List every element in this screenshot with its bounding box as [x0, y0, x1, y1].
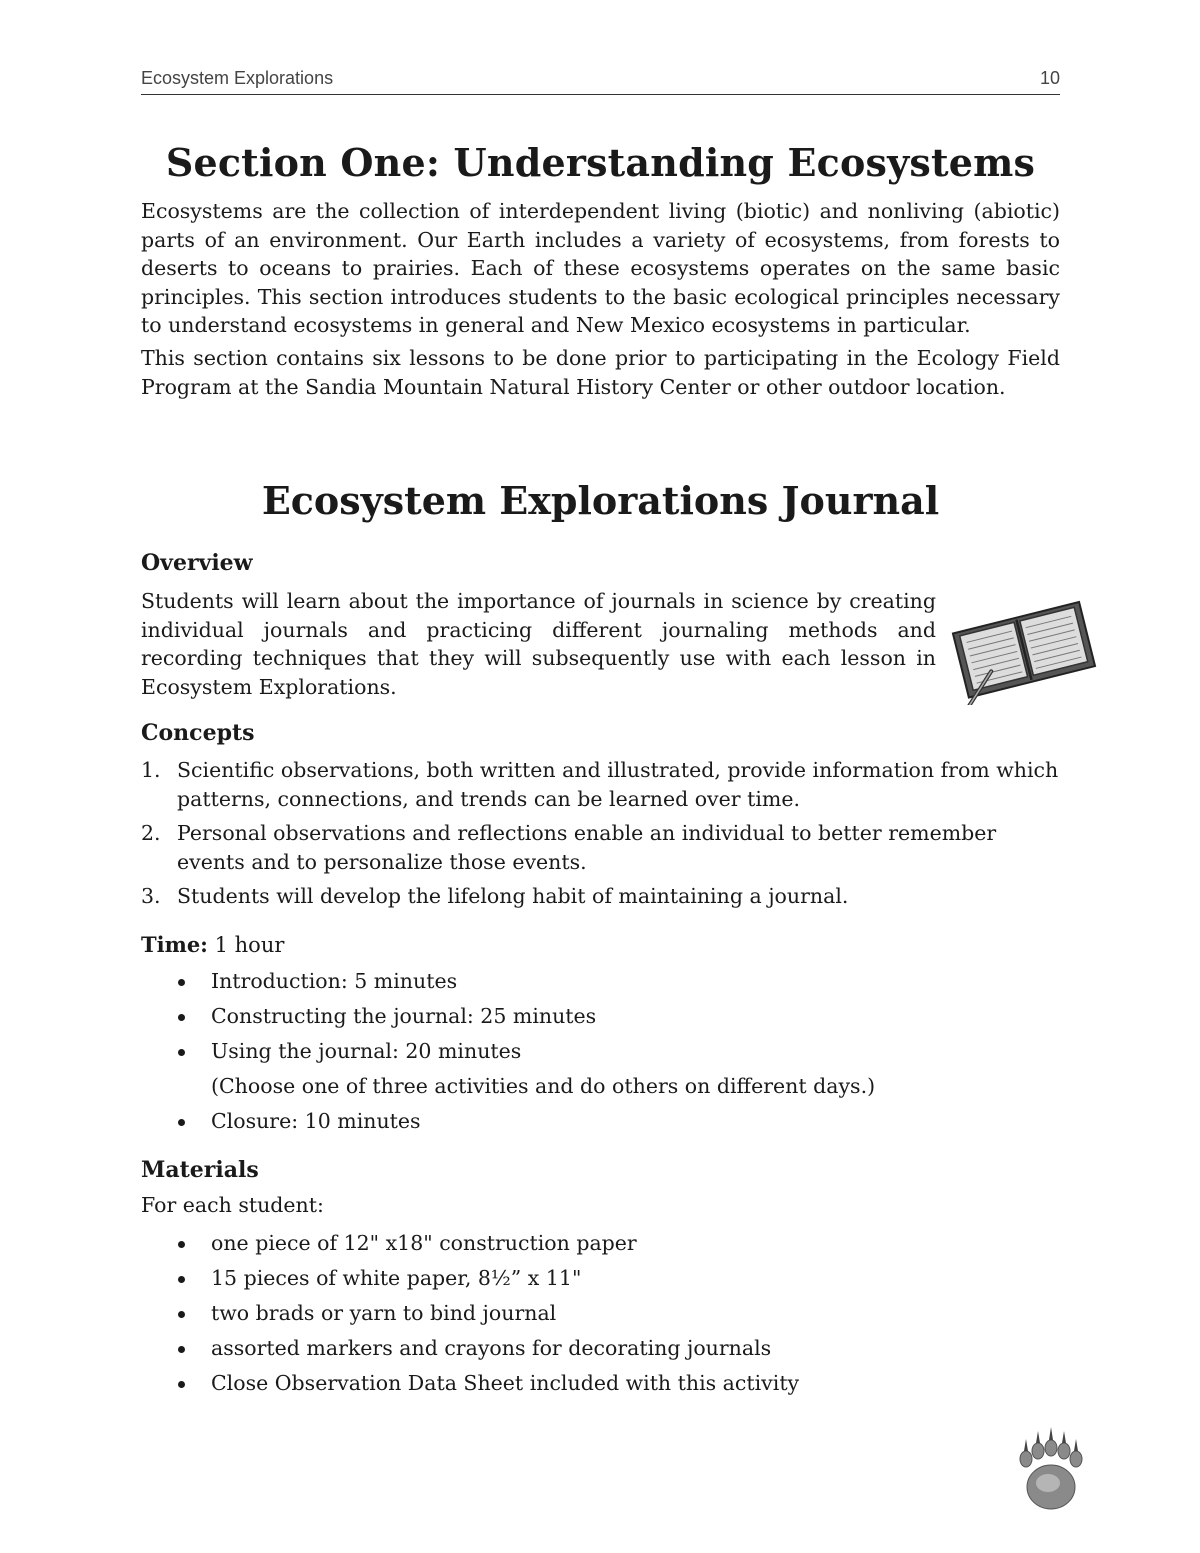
- note-text: (Choose one of three activities and do others on different days.): [211, 1074, 876, 1098]
- time-note: [176, 1069, 1026, 1104]
- item-number: 3.: [141, 884, 161, 908]
- list-item: [176, 1366, 1026, 1401]
- item-text: one piece of 12" x18" construction paper: [211, 1231, 637, 1255]
- list-item: [176, 1261, 1026, 1296]
- running-title: Ecosystem Explorations: [141, 68, 334, 88]
- item-text: 15 pieces of white paper, 8½” x 11": [211, 1266, 582, 1290]
- bullet-icon: [178, 1241, 185, 1248]
- list-item: [176, 1034, 1026, 1069]
- bullet-icon: [178, 979, 185, 986]
- list-item: [141, 756, 1060, 813]
- materials-heading: Materials: [141, 1157, 259, 1183]
- open-journal-icon: [945, 595, 1100, 705]
- item-text: Closure: 10 minutes: [211, 1109, 421, 1133]
- list-item: [176, 999, 1026, 1034]
- list-item: [176, 1331, 1026, 1366]
- bullet-icon: [178, 1346, 185, 1353]
- item-text: two brads or yarn to bind journal: [211, 1301, 557, 1325]
- item-text: Introduction: 5 minutes: [211, 969, 458, 993]
- list-item: [141, 819, 1060, 876]
- list-item: [176, 1296, 1026, 1331]
- overview-heading: Overview: [141, 550, 253, 576]
- bullet-icon: [178, 1276, 185, 1283]
- materials-list: [176, 1226, 1026, 1401]
- list-item: [176, 964, 1026, 999]
- item-text: assorted markers and crayons for decorating journals: [211, 1336, 772, 1360]
- concepts-heading: Concepts: [141, 720, 255, 746]
- time-line: [141, 932, 284, 957]
- list-item: [141, 882, 1060, 911]
- bullet-icon: [178, 1311, 185, 1318]
- section-lessons-paragraph: This section contains six lessons to be done prior to participating in the Ecology Field Program at the Sandia Mountain Natural History Center or other outdoor location.: [141, 346, 1060, 399]
- time-label: Time:: [141, 932, 208, 957]
- list-item: [176, 1104, 1026, 1139]
- materials-intro: For each student:: [141, 1193, 324, 1217]
- lesson-title: Ecosystem Explorations Journal: [261, 478, 940, 523]
- time-value: 1 hour: [214, 933, 285, 957]
- section-intro-paragraph: Ecosystems are the collection of interdependent living (biotic) and nonliving (abiotic) parts of an environment. Our Earth includes a variety of ecosystems, from forests to deserts to oceans to prairies. Each of these ecosystems operates on the same basic principles. This section introduces students to the basic ecological principles necessary to understand ecosystems in general and New Mexico ecosystems in particular.: [141, 199, 1060, 337]
- item-text: Constructing the journal: 25 minutes: [211, 1004, 597, 1028]
- item-text: Personal observations and reflections enable an individual to better remember events and to personalize those events.: [177, 821, 997, 874]
- concepts-list: [141, 756, 1060, 917]
- running-header: [141, 66, 1060, 95]
- bullet-icon: [178, 1119, 185, 1126]
- item-text: Scientific observations, both written and illustrated, provide information from which patterns, connections, and trends can be learned over time.: [177, 758, 1059, 811]
- item-number: 1.: [141, 758, 161, 782]
- list-item: [176, 1226, 1026, 1261]
- item-text: Close Observation Data Sheet included with this activity: [211, 1371, 800, 1395]
- section-title: Section One: Understanding Ecosystems: [165, 140, 1036, 185]
- bear-paw-icon: [1018, 1425, 1084, 1517]
- item-text: Using the journal: 20 minutes: [211, 1039, 522, 1063]
- item-number: 2.: [141, 821, 161, 845]
- time-breakdown-list: [176, 964, 1026, 1139]
- bullet-icon: [178, 1381, 185, 1388]
- overview-text: Students will learn about the importance of journals in science by creating individual journals and practicing different journaling methods and recording techniques that they will subsequently use with each lesson in Ecosystem Explorations.: [141, 589, 936, 699]
- bullet-icon: [178, 1049, 185, 1056]
- bullet-icon: [178, 1014, 185, 1021]
- page-number: 10: [1039, 68, 1060, 88]
- item-text: Students will develop the lifelong habit of maintaining a journal.: [177, 884, 849, 908]
